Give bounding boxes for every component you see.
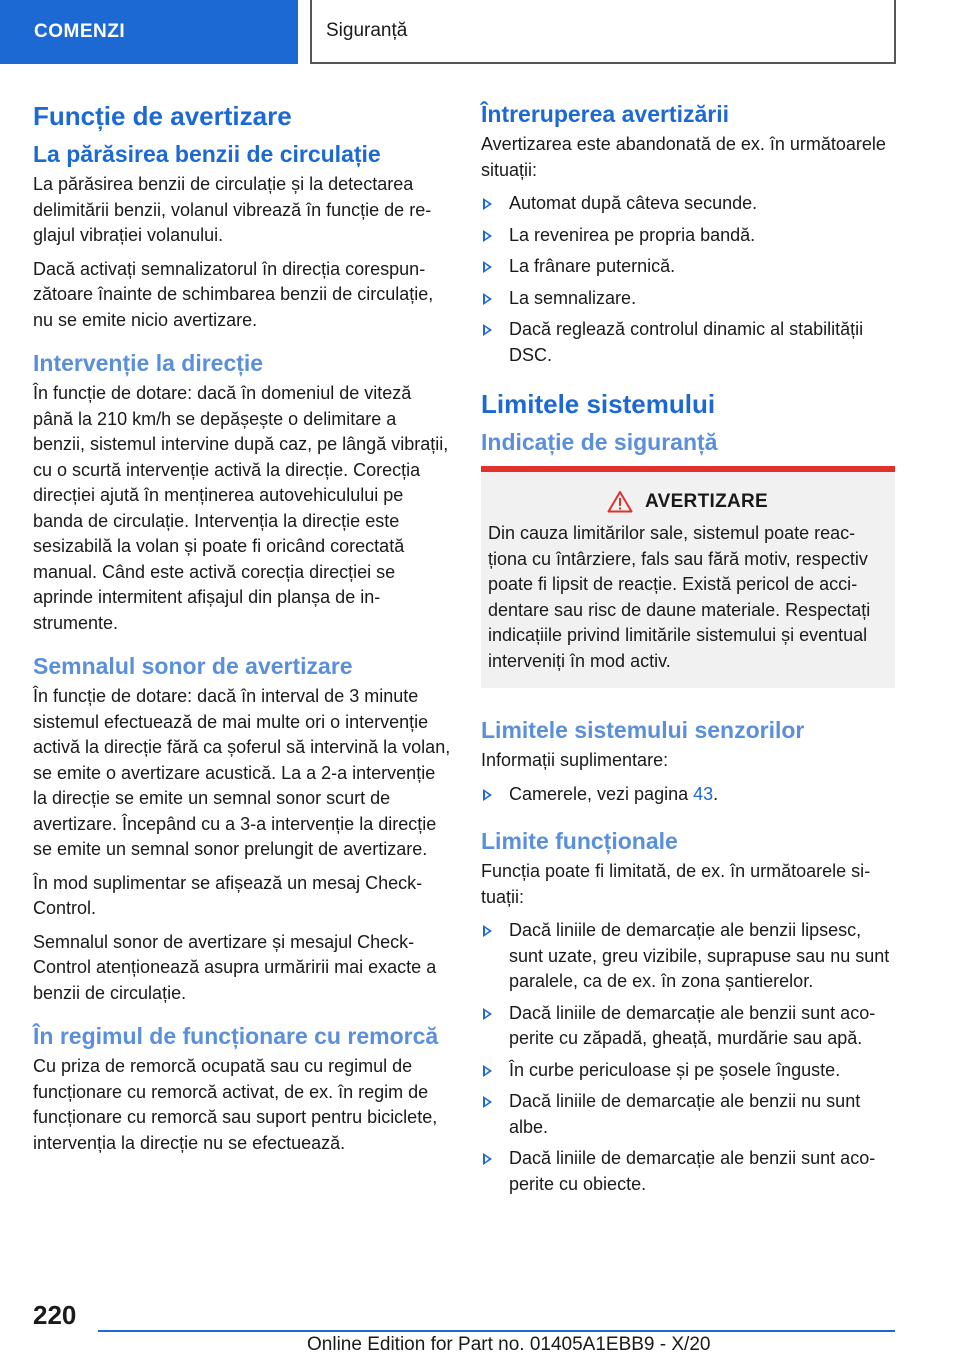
list-item bbox=[481, 286, 895, 312]
acoustic-warning-paragraph-3: Semnalul sonor de avertizare și mesajul Check-Control atenționează asupra urmăririi mai exacte a benzii de circulație. bbox=[33, 931, 437, 1003]
list-item-text: Dacă liniile de demarcație ale benzii sunt acoperite cu obiecte. bbox=[509, 1148, 876, 1194]
triangle-bullet-icon bbox=[483, 198, 492, 210]
triangle-bullet-icon bbox=[483, 1008, 492, 1020]
section-tab bbox=[0, 0, 298, 64]
sensor-limits-list bbox=[481, 782, 895, 808]
warning-box bbox=[481, 466, 895, 688]
list-item-text: La semnalizare. bbox=[509, 287, 637, 308]
triangle-bullet-icon bbox=[483, 925, 492, 937]
right-column bbox=[481, 100, 895, 1203]
list-item bbox=[481, 317, 895, 368]
chapter-label: Siguranță bbox=[326, 20, 408, 41]
triangle-bullet-icon bbox=[483, 261, 492, 273]
functional-limits-heading: Limite funcționale bbox=[481, 828, 678, 854]
list-item-text: Camerele, vezi pagina bbox=[509, 783, 689, 804]
list-item bbox=[481, 782, 895, 808]
triangle-bullet-icon bbox=[483, 230, 492, 242]
warning-header bbox=[488, 490, 887, 513]
functional-limits-intro: Funcția poate fi limitată, de ex. în următoarele situații: bbox=[481, 861, 871, 907]
triangle-bullet-icon bbox=[483, 1096, 492, 1108]
list-item bbox=[481, 223, 895, 249]
trailer-mode-paragraph: Cu priza de remorcă ocupată sau cu regimul de funcționare cu remorcă activat, de ex. în regim de funcționare cu remorcă sau suport pentru biciclete, intervenția la direcție nu se efectuează. bbox=[33, 1056, 438, 1153]
list-item-text: Dacă liniile de demarcație ale benzii lipsesc, sunt uzate, greu vizibile, suprapuse sau nu sunt paralele, ca de ex. în zona șantierelor. bbox=[509, 920, 890, 991]
sensor-limits-heading: Limitele sistemului senzorilor bbox=[481, 717, 805, 743]
list-item-text: Automat după câteva secunde. bbox=[509, 193, 758, 213]
triangle-bullet-icon bbox=[483, 1065, 492, 1077]
list-item bbox=[481, 191, 895, 217]
list-item-text: În curbe periculoase și pe șosele înguste. bbox=[509, 1059, 841, 1080]
warning-interruption-list bbox=[481, 191, 895, 368]
steering-intervention-heading: Intervenție la direcție bbox=[33, 350, 264, 376]
warning-triangle-icon bbox=[607, 490, 633, 513]
triangle-bullet-icon bbox=[483, 789, 492, 801]
main-heading: Funcție de avertizare bbox=[33, 101, 292, 131]
list-item-text: La frânare puternică. bbox=[509, 256, 676, 276]
page-number: 220 bbox=[33, 1300, 77, 1330]
list-item-suffix: . bbox=[713, 783, 719, 804]
lane-departure-paragraph-1: La părăsirea benzii de circulație și la detectarea delimitării benzii, volanul vibrează în funcție de reglajul vibrației volanului. bbox=[33, 174, 432, 245]
edition-text: Online Edition for Part no. 01405A1EBB9 - X/20 bbox=[307, 1334, 711, 1355]
list-item-text: Dacă liniile de demarcație ale benzii nu sunt albe. bbox=[509, 1091, 861, 1137]
section-label: COMENZI bbox=[34, 21, 126, 42]
chapter-header bbox=[310, 0, 896, 64]
list-item bbox=[481, 1146, 895, 1197]
acoustic-warning-heading: Semnalul sonor de avertizare bbox=[33, 653, 353, 679]
steering-intervention-paragraph: În funcție de dotare: dacă în domeniul de viteză până la 210 km/h se depășește o delimitare a benzii, sistemul intervine după caz, pe lângă vibrații, cu o scurtă intervenție activă la direcție. Corecția direcției ajută în menținerea autovehiculului pe banda de circulație. Intervenția la direcție este sesizabilă la volan și poate fi oricând corectată manual. Când este activă corecția direcției se aprinde intermitent afișajul din planșa de instrumente. bbox=[33, 383, 449, 633]
list-item bbox=[481, 254, 895, 280]
list-item bbox=[481, 1058, 895, 1084]
trailer-mode-heading: În regimul de funcționare cu remorcă bbox=[33, 1023, 439, 1049]
triangle-bullet-icon bbox=[483, 324, 492, 336]
lane-departure-paragraph-2: Dacă activați semnalizatorul în direcția corespunzătoare înainte de schimbarea benzii de circulație, nu se emite nicio avertizare. bbox=[33, 258, 434, 330]
warning-interruption-intro: Avertizarea este abandonată de ex. în următoarele situații: bbox=[481, 134, 886, 180]
safety-note-heading: Indicație de siguranță bbox=[481, 429, 718, 455]
warning-label: AVERTIZARE bbox=[645, 490, 768, 512]
acoustic-warning-paragraph-1: În funcție de dotare: dacă în interval de 3 minute sistemul efectuează de mai multe ori o intervenție activă la direcție fără ca șoferul să intervină la volan, se emite o avertizare acustică. La a 2-a intervenție la direcție se emite un semnal sonor scurt de avertizare. Începând cu a 3-a intervenție la direcție se emite un semnal sonor prelungit de avertizare. bbox=[33, 686, 451, 859]
left-column bbox=[33, 100, 451, 1164]
list-item bbox=[481, 1001, 895, 1052]
list-item bbox=[481, 1089, 895, 1140]
functional-limits-list bbox=[481, 918, 895, 1197]
list-item-text: Dacă reglează controlul dinamic al stabilității DSC. bbox=[509, 319, 864, 365]
system-limits-heading: Limitele sistemului bbox=[481, 389, 716, 419]
acoustic-warning-paragraph-2: În mod suplimentar se afișează un mesaj Check-Control. bbox=[33, 872, 423, 918]
warning-text: Din cauza limitărilor sale, sistemul poate reacționa cu întârziere, fals sau fără motiv, respectiv poate fi lipsit de reacție. Există pericol de accidentare sau risc de daune materiale. Respectați indicațiile privind limitările sistemului și eventual interveniți în mod activ. bbox=[488, 523, 871, 671]
warning-interruption-heading: Întreruperea avertizării bbox=[481, 101, 730, 127]
list-item-text: La revenirea pe propria bandă. bbox=[509, 224, 756, 245]
list-item bbox=[481, 918, 895, 995]
footer-divider bbox=[98, 1330, 895, 1332]
lane-departure-heading: La părăsirea benzii de circulație bbox=[33, 141, 381, 167]
sensor-limits-intro: Informații suplimentare: bbox=[481, 750, 669, 770]
page-link[interactable]: 43 bbox=[693, 783, 714, 804]
triangle-bullet-icon bbox=[483, 293, 492, 305]
triangle-bullet-icon bbox=[483, 1153, 492, 1165]
list-item-text: Dacă liniile de demarcație ale benzii sunt acoperite cu zăpadă, gheață, murdărie sau apă. bbox=[509, 1002, 876, 1048]
